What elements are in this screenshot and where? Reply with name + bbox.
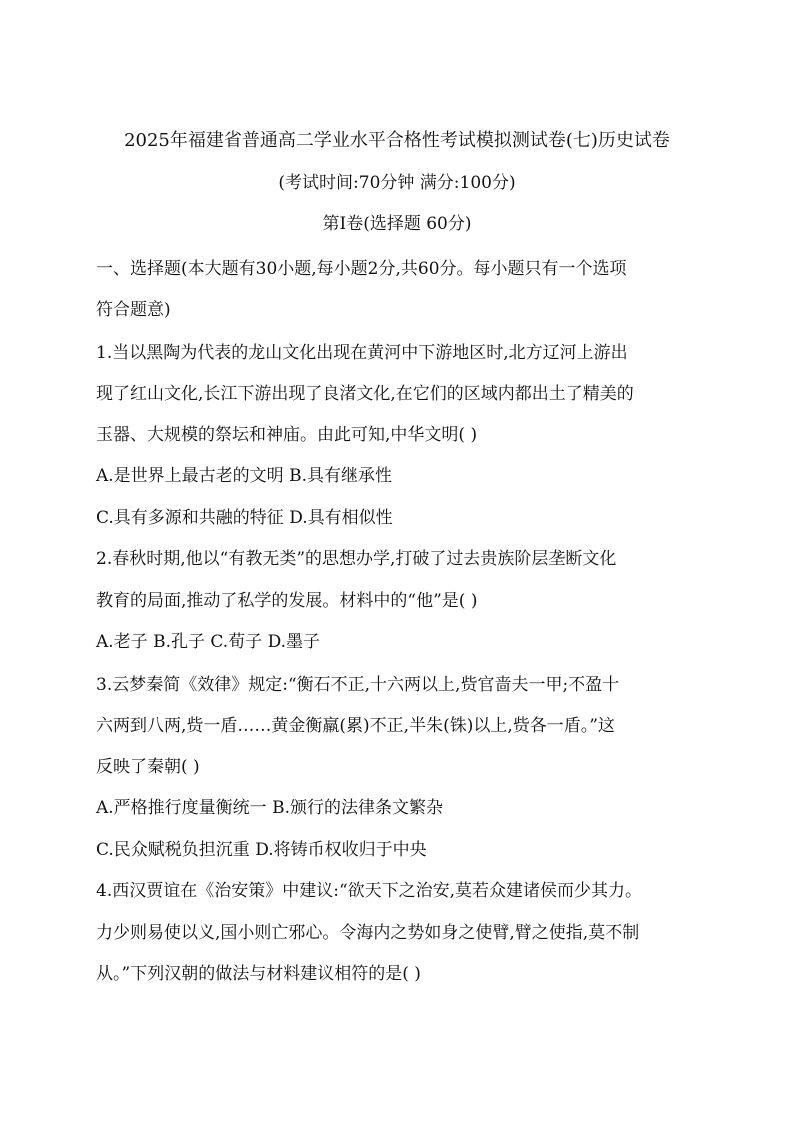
question-3-options-cd: C.民众赋税负担沉重 D.将铸币权收归于中央	[96, 840, 427, 860]
question-1-line-3: 玉器、大规模的祭坛和神庙。由此可知,中华文明( )	[96, 425, 478, 445]
exam-time-and-score: (考试时间:70分钟 满分:100分)	[278, 173, 516, 193]
question-4-line-3: 从。”下列汉朝的做法与材料建议相符的是( )	[96, 964, 421, 984]
section-heading: 第Ⅰ卷(选择题 60分)	[322, 214, 472, 234]
question-2-options: A.老子 B.孔子 C.荀子 D.墨子	[96, 632, 321, 652]
question-3-line-3: 反映了秦朝( )	[96, 757, 200, 777]
question-4-line-2: 力少则易使以义,国小则亡邪心。令海内之势如身之使臂,臂之使指,莫不制	[96, 923, 640, 943]
question-1-options-cd: C.具有多源和共融的特征 D.具有相似性	[96, 508, 393, 528]
question-3-options-ab: A.严格推行度量衡统一 B.颁行的法律条文繁杂	[96, 798, 443, 818]
instruction-line-2: 符合题意)	[96, 300, 171, 320]
question-2-line-2: 教育的局面,推动了私学的发展。材料中的“他”是( )	[96, 591, 478, 611]
exam-title: 2025年福建省普通高二学业水平合格性考试模拟测试卷(七)历史试卷	[124, 130, 670, 151]
instruction-line-1: 一、选择题(本大题有30小题,每小题2分,共60分。每小题只有一个选项	[96, 259, 627, 279]
question-4-line-1: 4.西汉贾谊在《治安策》中建议:“欲天下之治安,莫若众建诸侯而少其力。	[96, 881, 643, 901]
question-3-line-1: 3.云梦秦简《效律》规定:“衡石不正,十六两以上,赀官啬夫一甲;不盈十	[96, 675, 620, 695]
question-1-line-1: 1.当以黑陶为代表的龙山文化出现在黄河中下游地区时,北方辽河上游出	[96, 343, 628, 363]
question-2-line-1: 2.春秋时期,他以“有教无类”的思想办学,打破了过去贵族阶层垄断文化	[96, 549, 617, 569]
question-1-options-ab: A.是世界上最古老的文明 B.具有继承性	[96, 466, 392, 486]
question-3-line-2: 六两到八两,赀一盾……黄金衡羸(累)不正,半朱(铢)以上,赀各一盾。”这	[96, 716, 615, 736]
question-1-line-2: 现了红山文化,长江下游出现了良渚文化,在它们的区域内都出土了精美的	[96, 384, 634, 404]
